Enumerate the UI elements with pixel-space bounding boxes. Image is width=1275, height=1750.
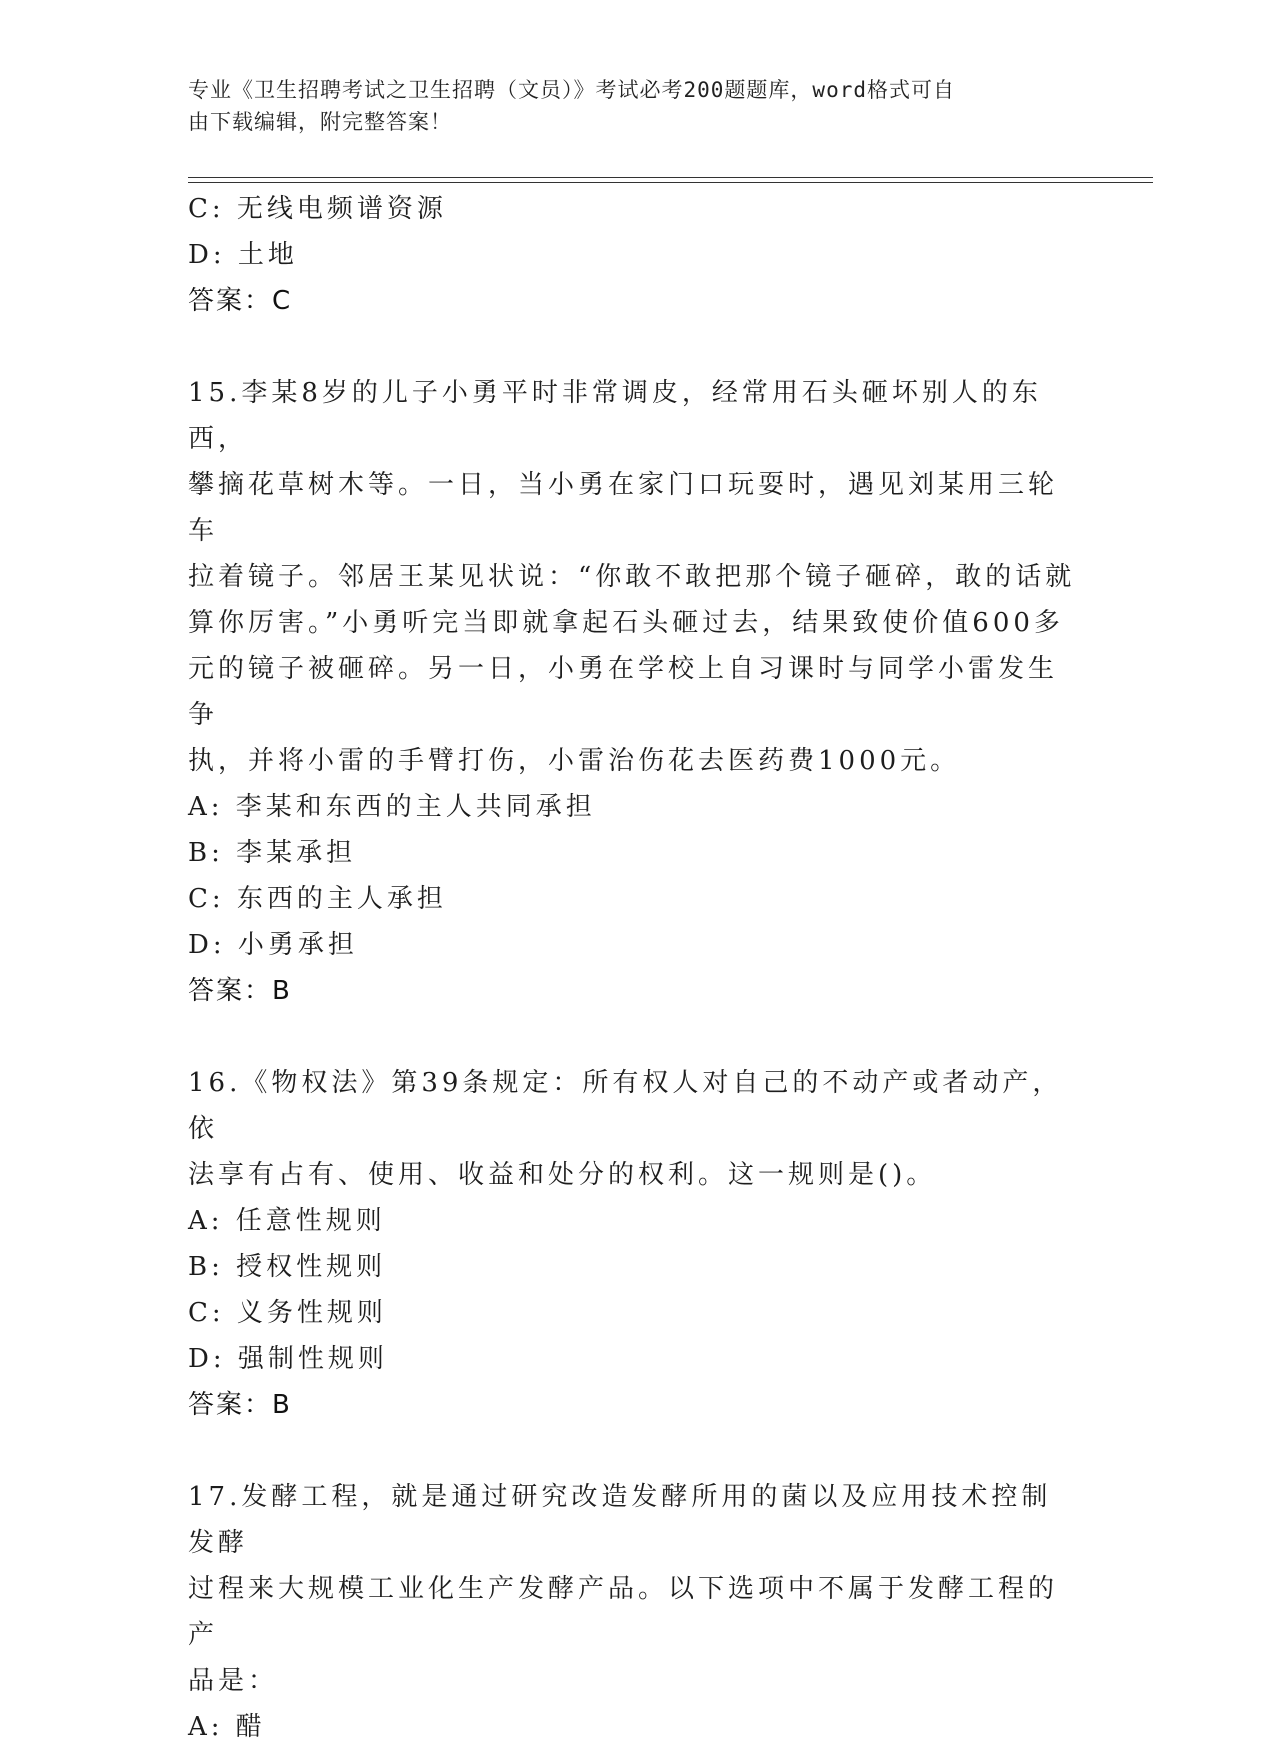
option-b: B: 授权性规则 [188, 1252, 387, 1282]
question-line: 元的镜子被砸碎。另一日，小勇在学校上自习课时与同学小雷发生争 [188, 654, 1059, 730]
question-16 [188, 1060, 1078, 1428]
answer-line: 答案：B [188, 1390, 292, 1420]
question-line: 品是： [188, 1666, 279, 1696]
header-line-2: 由下载编辑，附完整答案！ [188, 110, 452, 134]
question-line: 攀摘花草树木等。一日，当小勇在家门口玩耍时，遇见刘某用三轮车 [188, 470, 1059, 546]
spacer [188, 1428, 1078, 1474]
option-a: A: 醋 [188, 1712, 266, 1742]
answer-line: 答案：B [188, 976, 292, 1006]
question-text [188, 1474, 1078, 1704]
question-line: 16.《物权法》第39条规定：所有权人对自己的不动产或者动产，依 [188, 1068, 1063, 1144]
option-b: B: 李某承担 [188, 838, 357, 868]
option-d: D: 强制性规则 [188, 1344, 388, 1374]
option-c: C: 东西的主人承担 [188, 884, 447, 914]
question-line: 拉着镜子。邻居王某见状说：“你敢不敢把那个镜子砸碎，敢的话就 [188, 562, 1076, 592]
header-line-1: 专业《卫生招聘考试之卫生招聘（文员）》考试必考200题题库，word格式可自 [188, 78, 955, 102]
question-line: 算你厉害。”小勇听完当即就拿起石头砸过去，结果致使价值600多 [188, 608, 1064, 638]
option-a: A: 李某和东西的主人共同承担 [188, 792, 596, 822]
spacer [188, 324, 1078, 370]
question-line: 17.发酵工程，就是通过研究改造发酵所用的菌以及应用技术控制发酵 [188, 1482, 1052, 1558]
question-text [188, 1060, 1078, 1198]
header-divider-bottom [188, 182, 1153, 183]
header-divider-top [188, 177, 1153, 178]
question-content [188, 186, 1078, 1750]
question-17 [188, 1474, 1078, 1750]
question-text [188, 370, 1078, 784]
option-a: A: 任意性规则 [188, 1206, 386, 1236]
question-15 [188, 370, 1078, 1014]
question-line: 执，并将小雷的手臂打伤，小雷治伤花去医药费1000元。 [188, 746, 961, 776]
document-header [188, 74, 1068, 138]
option-d: D: 土地 [188, 240, 298, 270]
option-c: C: 无线电频谱资源 [188, 194, 447, 224]
answer-line: 答案：C [188, 286, 293, 316]
option-d: D: 小勇承担 [188, 930, 358, 960]
question-line: 15.李某8岁的儿子小勇平时非常调皮，经常用石头砸坏别人的东西， [188, 378, 1042, 454]
question-line: 过程来大规模工业化生产发酵产品。以下选项中不属于发酵工程的产 [188, 1574, 1059, 1650]
spacer [188, 1014, 1078, 1060]
question-14 [188, 186, 1078, 324]
question-line: 法享有占有、使用、收益和处分的权利。这一规则是()。 [188, 1160, 937, 1190]
option-c: C: 义务性规则 [188, 1298, 387, 1328]
